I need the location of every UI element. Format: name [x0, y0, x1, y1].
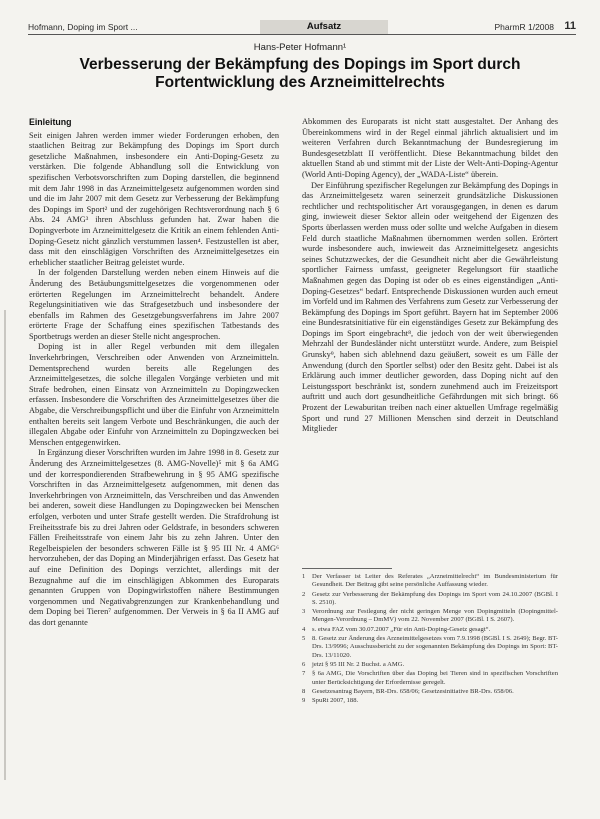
footnote-text: Verordnung zur Festlegung der nicht geringen Menge von Dopingmitteln (Dopingmittel-Mengen-Verordnung – DmMV) vom 22. November 2007 (BGBl. I S. 2607).: [312, 608, 558, 624]
footnote-text: jetzt § 95 III Nr. 2 Buchst. a AMG.: [312, 660, 405, 668]
footnote: [302, 670, 558, 687]
footnote-number: 1: [302, 573, 306, 580]
footnote-number: 6: [302, 660, 306, 668]
footnote-text: Gesetz zur Verbesserung der Bekämpfung des Dopings im Sport vom 24.10.2007 (BGBl. I S. 2510).: [312, 590, 558, 606]
footnote-number: 3: [302, 608, 306, 616]
footnote: [302, 608, 558, 625]
footnote-text: s. etwa FAZ vom 30.07.2007 „Für ein Anti-Doping-Gesetz gesagt“.: [312, 625, 491, 633]
footnote: [302, 591, 558, 608]
running-head: Hofmann, Doping im Sport ...: [28, 22, 138, 32]
footnote-number: 5: [302, 635, 306, 643]
footnote: [302, 635, 558, 660]
footnote-number: 8: [302, 687, 306, 695]
paragraph: Doping ist in aller Regel verbunden mit dem illegalen Inverkehrbringen, Verschreiben oder Anwenden von Arzneimitteln. Dementsprechend wurden bereits alle Regelungen des Arzneimittelgesetzes, die solche illegalen Vorgänge verbieten und mit Strafe bedrohen, einen Einsatz von Arzneimitteln zu Dopingzwecken erfassen. Insbesondere die Vorschriften des Arzneimittelgesetzes über die Abgabe, die Verschreibungspflicht und über die Einfuhr von Arzneimitteln enthalten bereits seit langem Verbote und Beschränkungen, die auch der illegalen Abgabe oder Einfuhr von Arzneimitteln zu Dopingzwecken bei Menschen entgegenwirken.: [29, 342, 279, 447]
issue-label: PharmR 1/2008: [494, 22, 554, 32]
paragraph: Seit einigen Jahren werden immer wieder Forderungen erhoben, den staatlichen Beitrag zur Bekämpfung des Dopings im Sport durch gesetzliche Maßnahmen, insbesondere ein Anti-Doping-Gesetz zu verstärken. Die folgende Abhandlung soll die Entwicklung von spezifischen Verbotsvorschriften zum Doping darstellen, die beginnend mit dem Jahr 1998 in das Arzneimittelgesetz aufgenommen worden sind und die im Jahr 2007 mit dem Gesetz zur Verbesserung der Bekämpfung des Dopings im Sport² und der zugehörigen Rechtsverordnung nach § 6 Abs. 24 AMG³ ihren Abschluss gefunden hat. Zwar haben die Dopingverbote im Arzneimittelgesetz die Kritik an einem fehlenden Anti-Doping-Gesetz nicht gänzlich verstummen lassen⁴. Festzustellen ist aber, dass mit den einschlägigen Vorschriften des Arzneimittelgesetzes ein erheblicher staatlicher Beitrag geleistet wurde.: [29, 130, 279, 267]
footnote-number: 9: [302, 697, 306, 705]
article-title: Verbesserung der Bekämpfung des Dopings im Sport durch Fortentwicklung des Arzneimittelrechts: [79, 56, 521, 91]
right-column: [302, 117, 558, 435]
page-number: 11: [564, 20, 576, 32]
author-line: Hans-Peter Hofmann¹: [253, 42, 347, 53]
header-rule: [28, 34, 576, 35]
footnote-text: § 6a AMG, Die Vorschriften über das Doping bei Tieren sind in spezifischen Vorschriften unter Berücksichtigung der Erfordernisse geregelt.: [312, 670, 558, 686]
scan-edge-shadow: [4, 310, 6, 780]
footnote-text: Der Verfasser ist Leiter des Referates „Arzneimittelrecht“ im Bundesministerium für Gesundheit. Der Beitrag gibt seine persönliche Auffassung wieder.: [312, 573, 558, 589]
footnote-number: 7: [302, 670, 306, 678]
footnote-rule: [302, 568, 392, 569]
footnote-text: 8. Gesetz zur Änderung des Arzneimittelgesetzes vom 7.9.1998 (BGBl. I S. 2649); Begr. BT-Drs. 13/9996; Ausschussbericht zu der sogenannten Bekämpfung des Dopings im Sport: BT-Drs. 13/11020.: [312, 635, 558, 659]
section-tab: Aufsatz: [260, 20, 388, 34]
footnote-text: Gesetzesantrag Bayern, BR-Drs. 658/06; Gesetzesinitiative BR-Drs. 658/06.: [312, 687, 514, 695]
section-heading: Einleitung: [29, 117, 72, 127]
footnote-text: SpuRt 2007, 188.: [312, 697, 359, 705]
footnote: [302, 697, 558, 705]
footnote: [302, 661, 558, 669]
paragraph: Der Einführung spezifischer Regelungen zur Bekämpfung des Dopings in das Arzneimittelgesetz waren seinerzeit grundsätzliche Diskussionen rechtlicher und rechtspolitischer Art vorausgegangen, in denen es darum ging, inwieweit dieser Sektor allein oder weitgehend der Eigenzen des Sports überlassen werden muss oder sollte und welche Aufgaben in diesem Feld durch staatliche Maßnahmen übernommen werden sollen. Erörtert wurde insbesondere auch, inwieweit das Arzneimittelgesetz angesichts seines Schutzzweckes, der die Gesundheit nicht aber die Gewährleistung sportlicher Fairness umfasst, geeigneter Regelungsort für staatliche Maßnahmen gegen das Doping ist oder ob es eines eigenständigen „Anti-Doping-Gesetzes“ bedarf. Entsprechende Diskussionen wurden auch erneut im Vorfeld und im Rahmen des Verfahrens zum Gesetz zur Verbesserung der Bekämpfung des Dopings im Sport geführt. Bayern hat im September 2006 eine Bundesratsinitiative für ein eigenständiges Gesetz zur Bekämpfung des Dopings im Sport eingebracht⁸, die jedoch von der weit überwiegenden Mehrzahl der Bundesländer nicht unterstützt wurde. Andere, zum Beispiel Grunsky⁹, haben sich ablehnend dazu geäußert, soweit es um Fälle der Anwendung (durch den Sportler selbst) oder den Besitz geht. Dabei ist als Erklärung auch immer deutlicher geworden, dass Doping nicht auf den Leistungssport beschränkt ist, sondern zunehmend auch im Freizeitsport auftritt und auch dort gesundheitliche Gefährdungen mit sich bringt. 66 Prozent der Lewaburitan treiben nach einer aktuellen Umfrage regelmäßig Sport und rund 27 Millionen Menschen sind derzeit in Deutschland Mitglieder: [302, 180, 558, 434]
footnote-number: 4: [302, 625, 306, 633]
footnotes: [302, 573, 558, 706]
footnote: [302, 573, 558, 590]
paragraph: In Ergänzung dieser Vorschriften wurden im Jahre 1998 in 8. Gesetz zur Änderung des Arzneimittelgesetzes (8. AMG-Novelle)⁵ mit § 6a AMG und der korrespondierenden Strafbewehrung in § 95 AMG spezifische Vorschriften in das Arzneimittelgesetz aufgenommen, mit denen das Inverkehrbringen von Arzneimitteln, das Verschreiben und das Anwenden bei anderen, soweit diese Handlungen zu Dopingzwecken bei Menschen erfolgen, verboten und unter Strafe gestellt werden. Die Strafdrohung ist Freiheitsstrafe bis zu drei Jahren oder Geldstrafe, in besonders schweren Fällen Freiheitsstrafe von einem Jahr bis zu zehn Jahren. Unter den Regelbeispielen der besonders schweren Fälle ist § 95 III Nr. 4 AMG⁶ hervorzuheben, der das Doping an Minderjährigen erfasst. Das Gesetz hat auf eine Definition des Dopings verzichtet, allerdings mit der Bezugnahme auf die im einschlägigen Abkommen des Europarats genannten Gruppen von Dopingwirkstoffen nähere Bestimmungen vorgenommen und Negativabgrenzungen zur Krankenbehandlung und dem Doping bei Tieren⁷ aufgenommen. Der Verweis in § 6a II AMG auf das dort genannte: [29, 448, 279, 627]
page-header: [28, 8, 576, 30]
paragraph: In der folgenden Darstellung werden neben einem Hinweis auf die Änderung des Betäubungsmittelgesetzes die vorgenommenen oder erörterten Regelungen im Arzneimittelrecht behandelt. Andere Regelungsinitiativen wie das Strafgesetzbuch und insbesondere der ebenfalls im Rahmen des Gesetzgebungsverfahrens im Jahre 2007 erörterte Frage der Schaffung eines spezifischen Tatbestands des Sportbetrugs werden an dieser Stelle nicht angesprochen.: [29, 268, 279, 341]
left-column: [29, 117, 279, 629]
footnote: [302, 688, 558, 696]
paragraph: Abkommen des Europarats ist nicht statt ausgestaltet. Der Anhang des Übereinkommens wird in der Regel einmal jährlich aktualisiert und im weiteren Verfahren durch Bekanntmachung der Bundesregierung im Bundesgesetzblatt II veröffentlicht. Diese Bekanntmachung bildet den aktuellen Stand ab und stimmt mit der Liste der Welt-Anti-Doping-Agentur (World Anti-Doping Agency), der „WADA-Liste“ überein.: [302, 117, 558, 179]
footnote-number: 2: [302, 590, 306, 598]
footnote: [302, 626, 558, 634]
